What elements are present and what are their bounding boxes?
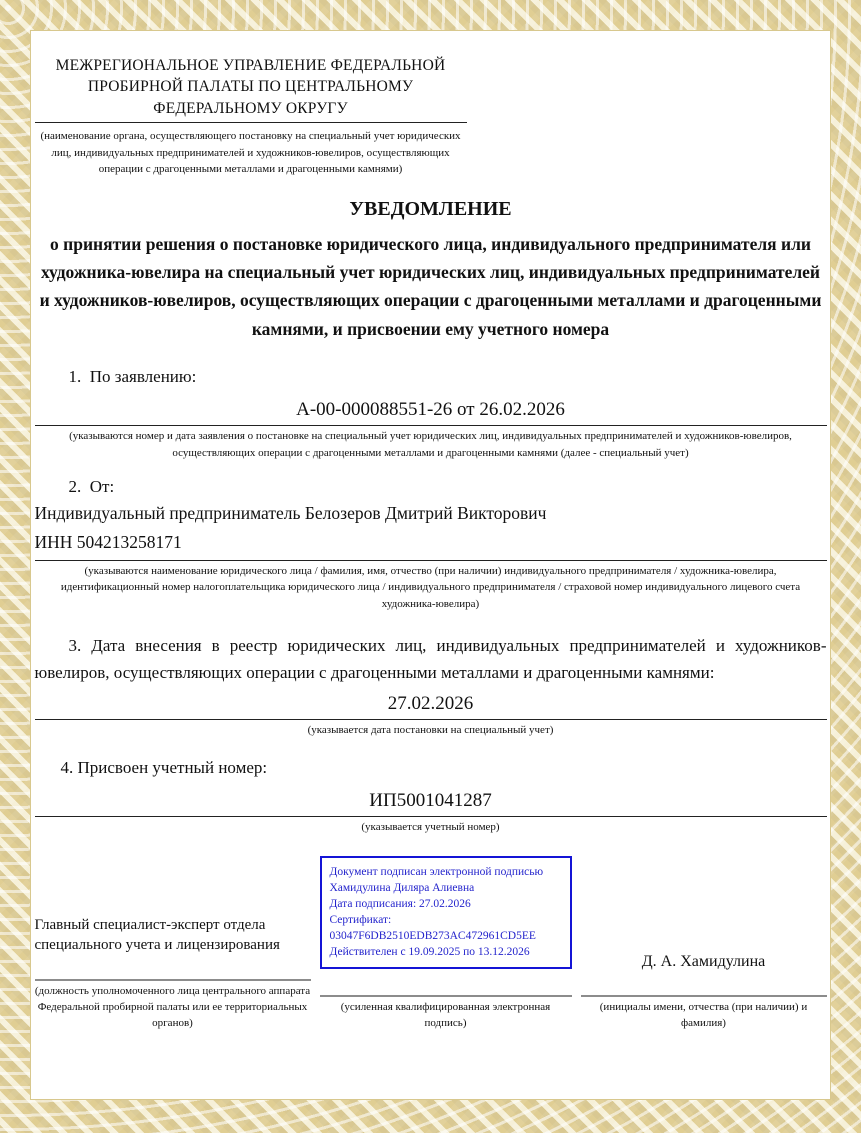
item1-rule xyxy=(35,425,827,426)
item3-note: (указывается дата постановки на специальный учет) xyxy=(307,723,554,736)
item1-note: (указываются номер и дата заявления о постановке на специальный учет юридических лиц, индивидуальных предпринимателей и художников-ювелиров, осуществляющих операции с драгоценными металлами и драгоценными камнями (далее - специальный учет) xyxy=(69,430,795,459)
signature-stamp-note: (усиленная квалифицированная электронная подпись) xyxy=(340,1001,551,1030)
item1-label: 1. По заявлению: xyxy=(68,367,197,386)
item4-label: 4. Присвоен учетный номер: xyxy=(60,758,268,778)
signature-stamp-rule xyxy=(320,995,572,997)
item4-rule xyxy=(35,816,827,817)
item1-value: А-00-000088551-26 от 26.02.2026 xyxy=(296,399,565,420)
stamp-line-date: Дата подписания: 27.02.2026 xyxy=(329,897,471,910)
item4-value: ИП5001041287 xyxy=(369,790,492,812)
issuing-authority-block xyxy=(35,55,467,178)
document-title: УВЕДОМЛЕНИЕ xyxy=(349,197,512,220)
item2-rule xyxy=(35,560,827,561)
item2-note: (указываются наименование юридического лица / фамилия, имя, отчество (при наличии) индивидуального предпринимателя / художника-ювелира, идентификационный номер налогоплательщика юридического лица / индивидуального предпринимателя / страховой номер индивидуального лицевого счета художника-ювелира) xyxy=(60,564,803,610)
signature-name-rule xyxy=(581,995,827,997)
item4-note: (указывается учетный номер) xyxy=(361,821,500,834)
signer-name: Д. А. Хамидулина xyxy=(641,953,766,971)
item2-inn: ИНН 504213258171 xyxy=(34,532,182,553)
issuing-authority-name: МЕЖРЕГИОНАЛЬНОЕ УПРАВЛЕНИЕ ФЕДЕРАЛЬНОЙ ПРОБИРНОЙ ПАЛАТЫ ПО ЦЕНТРАЛЬНОМУ ФЕДЕРАЛЬНОМУ ОКРУГУ xyxy=(35,55,467,123)
stamp-line-cert-label: Сертификат: xyxy=(329,913,392,926)
signature-name-column xyxy=(581,953,827,1032)
signature-position-rule xyxy=(35,979,311,981)
item2-entrepreneur-name: Индивидуальный предприниматель Белозеров Дмитрий Викторович xyxy=(34,503,547,523)
issuing-authority-note: (наименование органа, осуществляющего постановку на специальный учет юридических лиц, индивидуальных предпринимателей и художников-ювелиров, осуществляющих операции с драгоценными металлами и драгоценными камнями) xyxy=(40,130,464,176)
item3-rule xyxy=(35,719,827,720)
signature-position-column xyxy=(35,915,311,1032)
signature-stamp-column xyxy=(320,856,572,1032)
stamp-line-cert-number: 03047F6DB2510EDB273AC472961CD5EE xyxy=(329,930,536,942)
item3-value: 27.02.2026 xyxy=(387,692,474,714)
signature-name-note: (инициалы имени, отчества (при наличии) и фамилия) xyxy=(599,1001,808,1030)
item2-label: 2. От: xyxy=(68,477,115,496)
document-page xyxy=(30,30,831,1100)
signature-section xyxy=(35,856,827,1032)
stamp-line-signer: Хамидулина Диляра Алиевна xyxy=(329,881,475,894)
electronic-signature-stamp xyxy=(320,856,572,970)
signer-position: Главный специалист-эксперт отдела специального учета и лицензирования xyxy=(34,916,280,953)
stamp-line-signed: Документ подписан электронной подписью xyxy=(329,865,544,878)
signature-position-note: (должность уполномоченного лица центрального аппарата Федеральной пробирной палаты или ее территориальных органов) xyxy=(34,985,311,1030)
item3-label: 3. Дата внесения в реестр юридических лиц, индивидуальных предпринимателей и художников-ювелиров, осуществляющих операции с драгоценными металлами и драгоценными камнями: xyxy=(34,636,827,683)
stamp-line-validity: Действителен с 19.09.2025 по 13.12.2026 xyxy=(329,946,530,959)
document-subtitle: о принятии решения о постановке юридического лица, индивидуального предпринимателя или художника-ювелира на специальный учет юридических лиц, индивидуальных предпринимателей и художников-ювелиров, осуществляющих операции с драгоценными металлами и драгоценными камнями, и присвоении ему учетного номера xyxy=(39,233,822,339)
